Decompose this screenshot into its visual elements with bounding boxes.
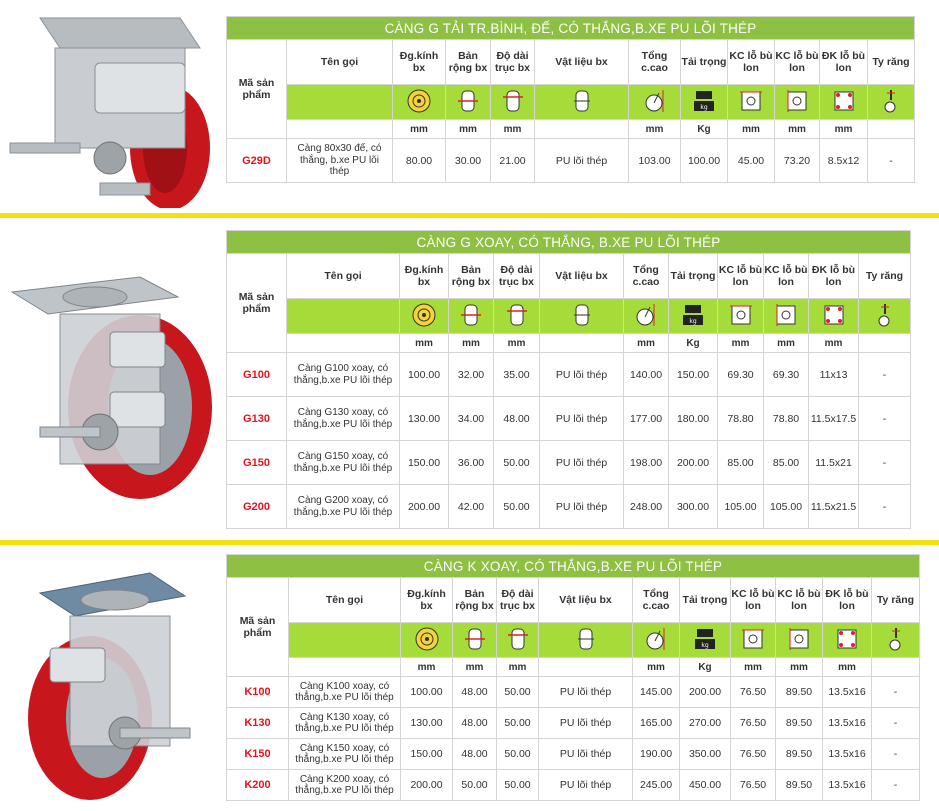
icon-cell	[669, 299, 718, 334]
section-title: CÀNG G TẢI TR.BÌNH, ĐẾ, CÓ THẮNG,B.XE PU LÕI THÉP	[227, 17, 915, 40]
unit-cell	[539, 658, 633, 677]
icon-cell	[400, 299, 449, 334]
header-wheel-material: Vật liệu bx	[540, 254, 624, 299]
unit-cell: mm	[494, 334, 540, 353]
cell-bolt-hole-diameter: 13.5x16	[823, 770, 872, 801]
cell-wheel-diameter: 200.00	[401, 770, 453, 801]
icon-cell	[764, 299, 809, 334]
bolt-hole-diameter-icon	[823, 304, 845, 329]
icon-cell	[823, 623, 872, 658]
svg-text:kg: kg	[700, 103, 708, 111]
icon-cell	[718, 299, 764, 334]
axle-length-icon	[508, 626, 528, 655]
cell-bolt-hole-diameter: 11x13	[809, 353, 859, 397]
unit-cell: mm	[624, 334, 669, 353]
wheel-material-icon	[572, 302, 592, 331]
header-load: Tải trọng	[681, 40, 728, 85]
load-weight-icon	[693, 89, 715, 116]
total-height-icon	[634, 302, 658, 331]
cell-total-height: 145.00	[633, 677, 680, 708]
wheel-material-icon	[576, 626, 596, 655]
cell-bolt-spacing-1: 76.50	[731, 739, 776, 770]
cell-bolt-spacing-2: 69.30	[764, 353, 809, 397]
spec-table	[226, 230, 911, 529]
product-name: Càng K100 xoay, có thẳng,b.xe PU lõi thép	[289, 677, 401, 708]
bolt-hole-spacing-icon	[730, 304, 752, 329]
unit-cell: mm	[775, 120, 820, 139]
load-weight-icon	[694, 627, 716, 654]
header-axle-length: Độ dài trục bx	[497, 578, 539, 623]
table-row	[227, 353, 911, 397]
cell-total-height: 165.00	[633, 708, 680, 739]
header-bolt-spacing-2: KC lỗ bù lon	[776, 578, 823, 623]
bolt-hole-spacing-icon	[740, 90, 762, 115]
header-product-code: Mã sản phẩm	[227, 254, 287, 353]
unit-cell: mm	[497, 658, 539, 677]
unit-cell: mm	[718, 334, 764, 353]
unit-cell: mm	[809, 334, 859, 353]
cell-wheel-diameter: 130.00	[401, 708, 453, 739]
cell-bolt-spacing-2: 89.50	[776, 770, 823, 801]
cell-bolt-hole-diameter: 13.5x16	[823, 739, 872, 770]
product-name: Càng K200 xoay, có thẳng,b.xe PU lõi thép	[289, 770, 401, 801]
header-bolt-spacing-1: KC lỗ bù lon	[728, 40, 775, 85]
load-weight-icon	[682, 303, 704, 330]
cell-bolt-spacing-2: 89.50	[776, 708, 823, 739]
cell-threaded-stem: -	[859, 353, 911, 397]
bolt-hole-spacing-icon	[742, 628, 764, 653]
header-bolt-hole-diameter: ĐK lỗ bù lon	[823, 578, 872, 623]
cell-threaded-stem: -	[859, 441, 911, 485]
header-threaded-stem: Ty răng	[872, 578, 920, 623]
wheel-diameter-icon	[406, 88, 432, 117]
table-row	[227, 677, 920, 708]
cell-bolt-spacing-1: 69.30	[718, 353, 764, 397]
cell-axle-length: 50.00	[494, 441, 540, 485]
header-product-code: Mã sản phẩm	[227, 40, 287, 139]
header-total-height: Tổng c.cao	[633, 578, 680, 623]
product-name: Càng G200 xoay, có thắng,b.xe PU lõi thép	[287, 485, 400, 529]
unit-cell	[289, 658, 401, 677]
unit-cell	[540, 334, 624, 353]
icon-cell	[494, 299, 540, 334]
bolt-hole-spacing-icon	[775, 304, 797, 329]
product-code: G130	[227, 397, 287, 441]
threaded-stem-icon	[886, 626, 906, 655]
cell-load: 450.00	[680, 770, 731, 801]
cell-material: PU lõi thép	[540, 353, 624, 397]
cell-wheel-diameter: 80.00	[393, 139, 446, 183]
cell-load: 300.00	[669, 485, 718, 529]
header-wheel-width: Bản rộng bx	[446, 40, 491, 85]
section-divider	[0, 540, 939, 545]
product-section-g-swivel	[0, 222, 939, 534]
cell-load: 200.00	[680, 677, 731, 708]
icon-cell	[624, 299, 669, 334]
cell-load: 150.00	[669, 353, 718, 397]
wheel-diameter-icon	[414, 626, 440, 655]
cell-wheel-width: 36.00	[449, 441, 494, 485]
cell-bolt-hole-diameter: 13.5x16	[823, 677, 872, 708]
header-bolt-spacing-2: KC lỗ bù lon	[764, 254, 809, 299]
cell-axle-length: 50.00	[497, 739, 539, 770]
cell-material: PU lõi thép	[535, 139, 629, 183]
product-name: Càng K130 xoay, có thẳng,b.xe PU lõi thép	[289, 708, 401, 739]
cell-bolt-spacing-1: 45.00	[728, 139, 775, 183]
product-code: G200	[227, 485, 287, 529]
axle-length-icon	[503, 88, 523, 117]
header-threaded-stem: Ty răng	[868, 40, 915, 85]
unit-cell: mm	[764, 334, 809, 353]
header-load: Tải trọng	[680, 578, 731, 623]
cell-wheel-width: 50.00	[453, 770, 497, 801]
product-code: K150	[227, 739, 289, 770]
cell-axle-length: 50.00	[494, 485, 540, 529]
unit-cell	[872, 658, 920, 677]
product-section-k-swivel	[0, 548, 939, 806]
unit-cell	[859, 334, 911, 353]
table-row	[227, 485, 911, 529]
header-wheel-width: Bản rộng bx	[449, 254, 494, 299]
icon-cell	[629, 85, 681, 120]
wheel-material-icon	[572, 88, 592, 117]
cell-wheel-diameter: 150.00	[401, 739, 453, 770]
wheel-diameter-icon	[411, 302, 437, 331]
bolt-hole-spacing-icon	[788, 628, 810, 653]
unit-cell: mm	[446, 120, 491, 139]
header-bolt-spacing-2: KC lỗ bù lon	[775, 40, 820, 85]
product-code: K130	[227, 708, 289, 739]
cell-axle-length: 50.00	[497, 677, 539, 708]
unit-cell	[535, 120, 629, 139]
icon-cell	[497, 623, 539, 658]
cell-load: 100.00	[681, 139, 728, 183]
caster-photo-g29d	[0, 8, 222, 208]
section-title: CÀNG G XOAY, CÓ THẮNG, B.XE PU LÕI THÉP	[227, 231, 911, 254]
header-bolt-hole-diameter: ĐK lỗ bù lon	[820, 40, 868, 85]
cell-wheel-diameter: 200.00	[400, 485, 449, 529]
unit-cell: mm	[823, 658, 872, 677]
product-name: Càng 80x30 đế, có thắng, b.xe PU lõi thép	[287, 139, 393, 183]
icon-cell	[728, 85, 775, 120]
product-name: Càng G150 xoay, có thắng,b.xe PU lõi thép	[287, 441, 400, 485]
cell-bolt-spacing-1: 105.00	[718, 485, 764, 529]
unit-cell: mm	[393, 120, 446, 139]
cell-total-height: 177.00	[624, 397, 669, 441]
table-row	[227, 739, 920, 770]
table-row	[227, 441, 911, 485]
product-name: Càng K150 xoay, có thẳng,b.xe PU lõi thép	[289, 739, 401, 770]
unit-cell	[287, 120, 393, 139]
cell-bolt-hole-diameter: 13.5x16	[823, 708, 872, 739]
product-code: G100	[227, 353, 287, 397]
threaded-stem-icon	[875, 302, 895, 331]
bolt-hole-diameter-icon	[833, 90, 855, 115]
cell-bolt-spacing-2: 78.80	[764, 397, 809, 441]
svg-text:kg: kg	[689, 317, 697, 325]
icon-cell	[731, 623, 776, 658]
unit-cell	[287, 334, 400, 353]
unit-cell: mm	[633, 658, 680, 677]
cell-bolt-hole-diameter: 11.5x17.5	[809, 397, 859, 441]
cell-bolt-spacing-1: 76.50	[731, 770, 776, 801]
cell-total-height: 198.00	[624, 441, 669, 485]
table-row	[227, 708, 920, 739]
icon-cell-blank	[287, 85, 393, 120]
cell-bolt-hole-diameter: 8.5x12	[820, 139, 868, 183]
cell-wheel-width: 30.00	[446, 139, 491, 183]
cell-axle-length: 21.00	[491, 139, 535, 183]
unit-cell: mm	[449, 334, 494, 353]
cell-bolt-hole-diameter: 11.5x21	[809, 441, 859, 485]
total-height-icon	[643, 88, 667, 117]
unit-cell: mm	[401, 658, 453, 677]
table-row	[227, 397, 911, 441]
unit-cell: mm	[731, 658, 776, 677]
unit-cell: mm	[776, 658, 823, 677]
unit-cell: mm	[629, 120, 681, 139]
icon-cell	[633, 623, 680, 658]
header-wheel-diameter: Đg.kính bx	[401, 578, 453, 623]
cell-load: 270.00	[680, 708, 731, 739]
product-code: K200	[227, 770, 289, 801]
cell-threaded-stem: -	[872, 739, 920, 770]
header-load: Tải trọng	[669, 254, 718, 299]
header-total-height: Tổng c.cao	[629, 40, 681, 85]
cell-threaded-stem: -	[859, 397, 911, 441]
header-axle-length: Độ dài trục bx	[491, 40, 535, 85]
header-name: Tên gọi	[287, 40, 393, 85]
cell-bolt-spacing-2: 89.50	[776, 739, 823, 770]
icon-cell	[446, 85, 491, 120]
cell-load: 200.00	[669, 441, 718, 485]
wheel-width-icon	[458, 88, 478, 117]
unit-cell	[868, 120, 915, 139]
cell-bolt-spacing-2: 85.00	[764, 441, 809, 485]
cell-material: PU lõi thép	[539, 708, 633, 739]
bolt-hole-diameter-icon	[836, 628, 858, 653]
caster-photo-g-swivel	[0, 222, 222, 534]
cell-axle-length: 50.00	[497, 770, 539, 801]
icon-cell	[491, 85, 535, 120]
icon-cell	[776, 623, 823, 658]
cell-threaded-stem: -	[859, 485, 911, 529]
cell-axle-length: 50.00	[497, 708, 539, 739]
caster-photo-k-swivel	[0, 548, 222, 806]
cell-wheel-diameter: 150.00	[400, 441, 449, 485]
axle-length-icon	[507, 302, 527, 331]
icon-cell	[681, 85, 728, 120]
cell-wheel-width: 48.00	[453, 677, 497, 708]
product-section-g-fixed-base	[0, 8, 939, 208]
icon-cell	[868, 85, 915, 120]
cell-material: PU lõi thép	[539, 677, 633, 708]
icon-cell	[809, 299, 859, 334]
icon-cell	[449, 299, 494, 334]
cell-wheel-width: 48.00	[453, 708, 497, 739]
cell-total-height: 190.00	[633, 739, 680, 770]
cell-bolt-spacing-2: 73.20	[775, 139, 820, 183]
header-bolt-spacing-1: KC lỗ bù lon	[718, 254, 764, 299]
section-divider	[0, 213, 939, 218]
cell-axle-length: 35.00	[494, 353, 540, 397]
unit-cell: Kg	[680, 658, 731, 677]
cell-wheel-width: 34.00	[449, 397, 494, 441]
product-code: G29D	[227, 139, 287, 183]
icon-cell-blank	[289, 623, 401, 658]
cell-bolt-spacing-2: 105.00	[764, 485, 809, 529]
icon-cell	[535, 85, 629, 120]
cell-bolt-spacing-2: 89.50	[776, 677, 823, 708]
icon-cell-blank	[287, 299, 400, 334]
cell-wheel-diameter: 100.00	[401, 677, 453, 708]
cell-threaded-stem: -	[872, 770, 920, 801]
cell-bolt-spacing-1: 85.00	[718, 441, 764, 485]
cell-total-height: 140.00	[624, 353, 669, 397]
unit-cell: Kg	[669, 334, 718, 353]
cell-wheel-width: 32.00	[449, 353, 494, 397]
icon-cell	[401, 623, 453, 658]
icon-cell	[393, 85, 446, 120]
unit-cell: mm	[453, 658, 497, 677]
icon-cell	[820, 85, 868, 120]
cell-total-height: 245.00	[633, 770, 680, 801]
header-wheel-material: Vật liệu bx	[539, 578, 633, 623]
cell-wheel-width: 42.00	[449, 485, 494, 529]
cell-threaded-stem: -	[872, 677, 920, 708]
unit-cell: Kg	[681, 120, 728, 139]
cell-wheel-diameter: 130.00	[400, 397, 449, 441]
unit-cell: mm	[820, 120, 868, 139]
cell-load: 350.00	[680, 739, 731, 770]
cell-wheel-width: 48.00	[453, 739, 497, 770]
header-wheel-diameter: Đg.kính bx	[393, 40, 446, 85]
icon-cell	[680, 623, 731, 658]
header-name: Tên gọi	[289, 578, 401, 623]
table-row	[227, 770, 920, 801]
product-code: K100	[227, 677, 289, 708]
total-height-icon	[644, 626, 668, 655]
spec-table	[226, 16, 915, 183]
header-wheel-diameter: Đg.kính bx	[400, 254, 449, 299]
svg-text:kg: kg	[701, 641, 709, 649]
icon-cell	[453, 623, 497, 658]
header-product-code: Mã sản phẩm	[227, 578, 289, 677]
cell-axle-length: 48.00	[494, 397, 540, 441]
threaded-stem-icon	[881, 88, 901, 117]
cell-load: 180.00	[669, 397, 718, 441]
cell-threaded-stem: -	[872, 708, 920, 739]
icon-cell	[872, 623, 920, 658]
header-name: Tên gọi	[287, 254, 400, 299]
header-bolt-hole-diameter: ĐK lỗ bù lon	[809, 254, 859, 299]
wheel-width-icon	[465, 626, 485, 655]
section-title: CÀNG K XOAY, CÓ THẮNG,B.XE PU LÕI THÉP	[227, 555, 920, 578]
icon-cell	[539, 623, 633, 658]
cell-bolt-spacing-1: 78.80	[718, 397, 764, 441]
cell-total-height: 103.00	[629, 139, 681, 183]
product-name: Càng G100 xoay, có thắng,b.xe PU lõi thép	[287, 353, 400, 397]
header-wheel-material: Vật liệu bx	[535, 40, 629, 85]
cell-threaded-stem: -	[868, 139, 915, 183]
cell-total-height: 248.00	[624, 485, 669, 529]
header-axle-length: Độ dài trục bx	[494, 254, 540, 299]
cell-material: PU lõi thép	[539, 770, 633, 801]
cell-material: PU lõi thép	[540, 397, 624, 441]
unit-cell: mm	[491, 120, 535, 139]
cell-bolt-spacing-1: 76.50	[731, 677, 776, 708]
product-code: G150	[227, 441, 287, 485]
unit-cell: mm	[400, 334, 449, 353]
cell-wheel-diameter: 100.00	[400, 353, 449, 397]
cell-material: PU lõi thép	[540, 441, 624, 485]
cell-material: PU lõi thép	[540, 485, 624, 529]
icon-cell	[859, 299, 911, 334]
header-total-height: Tổng c.cao	[624, 254, 669, 299]
header-threaded-stem: Ty răng	[859, 254, 911, 299]
cell-bolt-spacing-1: 76.50	[731, 708, 776, 739]
bolt-hole-spacing-icon	[786, 90, 808, 115]
header-bolt-spacing-1: KC lỗ bù lon	[731, 578, 776, 623]
wheel-width-icon	[461, 302, 481, 331]
product-name: Càng G130 xoay, có thắng,b.xe PU lõi thép	[287, 397, 400, 441]
header-wheel-width: Bản rộng bx	[453, 578, 497, 623]
icon-cell	[775, 85, 820, 120]
unit-cell: mm	[728, 120, 775, 139]
spec-table	[226, 554, 920, 801]
icon-cell	[540, 299, 624, 334]
cell-material: PU lõi thép	[539, 739, 633, 770]
cell-bolt-hole-diameter: 11.5x21.5	[809, 485, 859, 529]
table-row	[227, 139, 915, 183]
